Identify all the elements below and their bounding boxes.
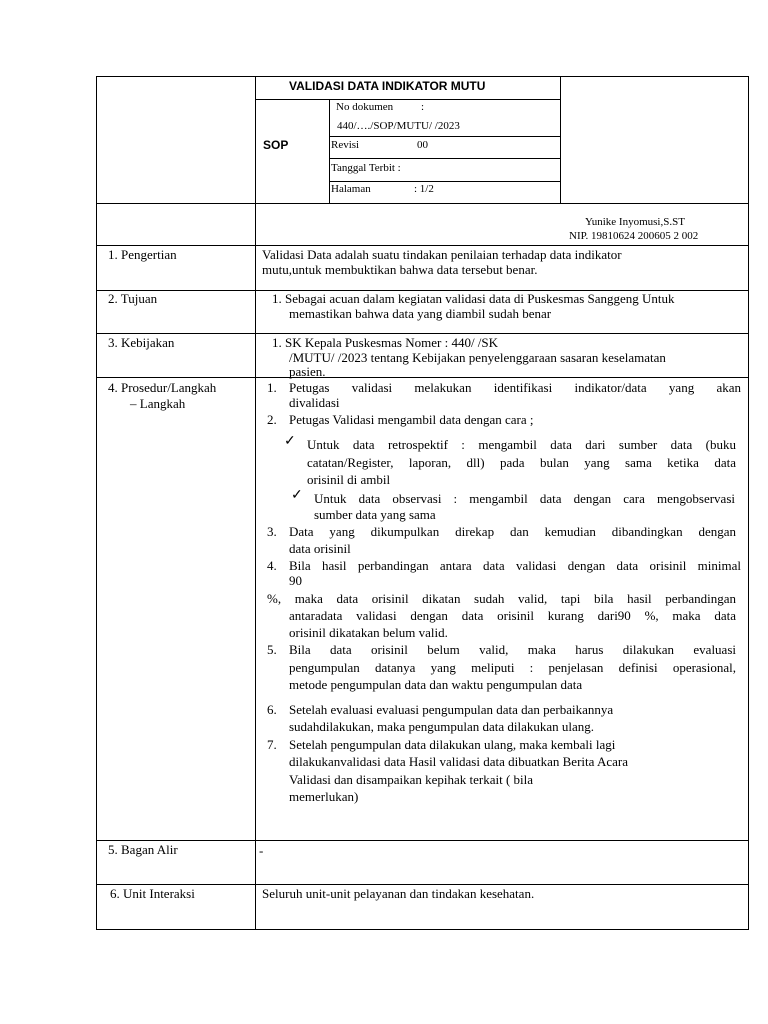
prosedur-label-line2: – Langkah — [130, 396, 186, 411]
check-b-line1: Untuk data observasi : mengambil data dengan cara mengobservasi — [314, 491, 735, 506]
pengertian-label: 1. Pengertian — [108, 247, 177, 262]
no-dokumen-value: 440/…./SOP/MUTU/ /2023 — [337, 120, 460, 132]
prosedur-item7-line2: dilakukanvalidasi data Hasil validasi data dibuatkan Berita Acara — [289, 754, 628, 769]
pengertian-text-line2: mutu,untuk membuktikan bahwa data tersebut benar. — [262, 262, 538, 277]
check-b-line2: sumber data yang sama — [314, 507, 436, 522]
check-mark-icon: ✓ — [291, 488, 303, 503]
tanggal-terbit-label: Tanggal Terbit : — [331, 162, 401, 174]
table-top-border — [96, 76, 749, 77]
pengertian-text-line1: Validasi Data adalah suatu tindakan penilaian terhadap data indikator — [262, 247, 622, 262]
kebijakan-row-bottom — [96, 377, 749, 378]
kebijakan-text-line3: pasien. — [289, 364, 326, 379]
no-dokumen-label: No dokumen — [336, 101, 394, 113]
prosedur-item1-line2: divalidasi — [289, 395, 340, 410]
prosedur-item3-line1: Data yang dikumpulkan direkap dan kemudian dibandingkan dengan — [289, 524, 736, 539]
tujuan-text-line1: 1. Sebagai acuan dalam kegiatan validasi data di Puskesmas Sanggeng Untuk — [272, 291, 675, 306]
prosedur-item7-line3: Validasi dan disampaikan kepihak terkait ( bila — [289, 772, 534, 787]
revisi-value: 00 — [417, 139, 428, 151]
prosedur-item5-line1: Bila data orisinil belum valid, maka harus dilakukan evaluasi — [289, 642, 736, 657]
prosedur-item4-line4: antaradata validasi dengan data orisinil kurang dari90 %, maka data — [289, 608, 736, 623]
tujuan-label: 2. Tujuan — [108, 291, 158, 306]
halaman-value: : 1/2 — [414, 183, 434, 195]
header-bottom-line — [96, 203, 749, 204]
prosedur-item3-line2: data orisinil — [289, 541, 351, 556]
revisi-bottom-line — [329, 158, 561, 159]
check-a-line3: orisinil di ambil — [307, 472, 391, 487]
prosedur-label-line1: 4. Prosedur/Langkah — [108, 380, 217, 395]
revisi-label: Revisi — [331, 139, 360, 151]
header-info-left-divider — [329, 99, 330, 203]
signature-row-bottom — [96, 245, 749, 246]
tujuan-row-bottom — [96, 333, 749, 334]
no-dokumen-separator: : — [421, 101, 425, 113]
tujuan-text-line2: memastikan bahwa data yang diambil sudah benar — [289, 306, 552, 321]
prosedur-item4-line2: 90 — [289, 573, 302, 588]
unit-interaksi-label: 6. Unit Interaksi — [110, 886, 195, 901]
table-bottom-border — [96, 929, 749, 930]
prosedur-item7-line1: Setelah pengumpulan data dilakukan ulang, maka kembali lagi — [289, 737, 616, 752]
prosedur-item3-number: 3. — [267, 524, 277, 539]
prosedur-item2-line1: Petugas Validasi mengambil data dengan cara ; — [289, 412, 534, 427]
nodok-bottom-line — [329, 136, 561, 137]
table-right-border — [748, 76, 749, 930]
check-mark-icon: ✓ — [284, 434, 296, 449]
kebijakan-label: 3. Kebijakan — [108, 335, 175, 350]
prosedur-item6-number: 6. — [267, 702, 277, 717]
unit-interaksi-value: Seluruh unit-unit pelayanan dan tindakan kesehatan. — [262, 886, 535, 901]
prosedur-item4-number: 4. — [267, 558, 277, 573]
bagan-alir-value: - — [259, 843, 264, 858]
table-left-border — [96, 76, 97, 930]
prosedur-item5-line3: metode pengumpulan data dan waktu pengumpulan data — [289, 677, 583, 692]
signer-name: Yunike Inyomusi,S.ST — [585, 216, 685, 228]
check-a-line2: catatan/Register, laporan, dll) pada bulan yang sama ketika data — [307, 455, 736, 470]
prosedur-item4-line3: %, maka data orisinil dikatan sudah valid, tapi bila hasil perbandingan — [267, 591, 736, 606]
halaman-label: Halaman — [331, 183, 371, 195]
prosedur-item7-line4: memerlukan) — [289, 789, 359, 804]
bagan-alir-label: 5. Bagan Alir — [108, 842, 178, 857]
bagan-row-bottom — [96, 884, 749, 885]
column-divider — [255, 76, 256, 930]
prosedur-item1-number: 1. — [267, 380, 277, 395]
prosedur-item4-line5: orisinil dikatakan belum valid. — [289, 625, 448, 640]
kebijakan-text-line2: /MUTU/ /2023 tentang Kebijakan penyelenggaraan sasaran keselamatan — [289, 350, 666, 365]
sop-label: SOP — [263, 138, 289, 152]
document-title: VALIDASI DATA INDIKATOR MUTU — [289, 79, 486, 93]
title-bottom-line — [255, 99, 561, 100]
prosedur-item4-line1: Bila hasil perbandingan antara data validasi dengan data orisinil minimal — [289, 558, 741, 573]
check-a-line1: Untuk data retrospektif : mengambil data dari sumber data (buku — [307, 437, 736, 452]
header-info-right-divider — [560, 76, 561, 203]
prosedur-item1-line1: Petugas validasi melakukan identifikasi indikator/data yang akan — [289, 380, 741, 395]
kebijakan-text-line1: 1. SK Kepala Puskesmas Nomer : 440/ /SK — [272, 335, 499, 350]
prosedur-row-bottom — [96, 840, 749, 841]
prosedur-item7-number: 7. — [267, 737, 277, 752]
prosedur-item5-line2: pengumpulan datanya yang meliputi : penjelasan definisi operasional, — [289, 660, 736, 675]
signer-nip: NIP. 19810624 200605 2 002 — [569, 230, 699, 242]
prosedur-item6-line2: sudahdilakukan, maka pengumpulan data dilakukan ulang. — [289, 719, 595, 734]
prosedur-item5-number: 5. — [267, 642, 277, 657]
prosedur-item6-line1: Setelah evaluasi evaluasi pengumpulan data dan perbaikannya — [289, 702, 614, 717]
prosedur-item2-number: 2. — [267, 412, 277, 427]
